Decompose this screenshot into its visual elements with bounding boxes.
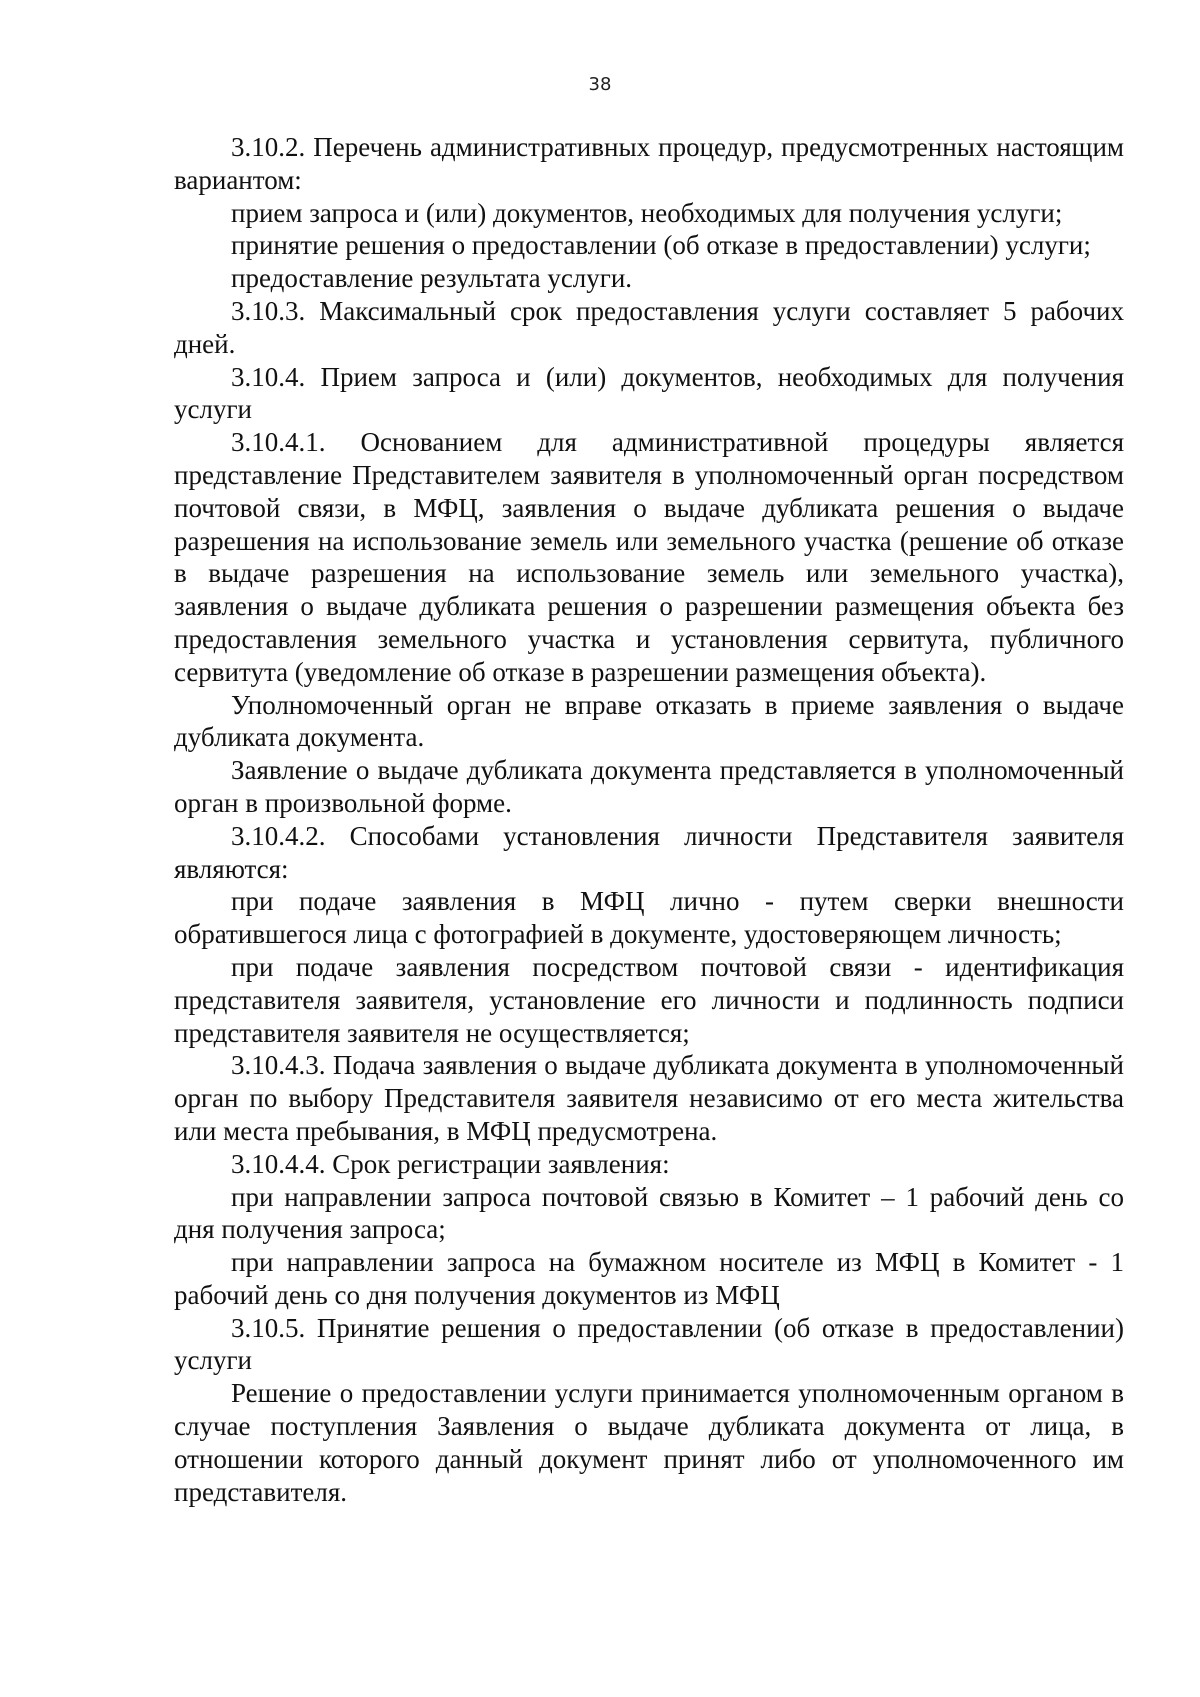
paragraph-list-item-3: предоставление результата услуги. — [231, 263, 633, 294]
paragraph-decision: Решение о предоставлении услуги принимается уполномоченным органом в случае поступления Заявления о выдаче дубликата документа от лица, в отношении которого данный документ принят либо от уполномоченного им представителя. — [174, 1378, 1124, 1507]
paragraph-free-form: Заявление о выдаче дубликата документа представляется в уполномоченный орган в произвольной форме. — [174, 755, 1124, 818]
paragraph-by-mail: при подаче заявления посредством почтовой связи - идентификация представителя заявителя, установление его личности и подлинность подписи представителя заявителя не осуществляется; — [174, 951, 1124, 1048]
paragraph-mail-registration: при направлении запроса почтовой связью в Комитет – 1 рабочий день со дня получения запроса; — [174, 1181, 1124, 1245]
paragraph-in-person: при подаче заявления в МФЦ лично - путем сверки внешности обратившегося лица с фотографией в документе, удостоверяющем личность; — [174, 886, 1124, 950]
paragraph-3-10-4-4: 3.10.4.4. Срок регистрации заявления: — [231, 1148, 670, 1179]
paragraph-3-10-3: 3.10.3. Максимальный срок предоставления услуги составляет 5 рабочих дней. — [174, 295, 1124, 359]
document-body — [174, 131, 1124, 1508]
paragraph-list-item-2: принятие решения о предоставлении (об отказе в предоставлении) услуги; — [231, 230, 1091, 261]
paragraph-3-10-4-2: 3.10.4.2. Способами установления личности Представителя заявителя являются: — [174, 820, 1124, 884]
paragraph-list-item-1: прием запроса и (или) документов, необходимых для получения услуги; — [231, 197, 1063, 228]
paragraph-3-10-2: 3.10.2. Перечень административных процедур, предусмотренных настоящим вариантом: — [174, 132, 1124, 195]
paragraph-3-10-4-1: 3.10.4.1. Основанием для административной процедуры является представление Представителем заявителя в уполномоченный орган посредством почтовой связи, в МФЦ, заявления о выдаче дубликата решения о выдаче разрешения на использование земель или земельного участка (решение об отказе в выдаче разрешения на использование земель или земельного участка), заявления о выдаче дубликата решения о разрешении размещения объекта без предоставления земельного участка и установления сервитута, публичного сервитута (уведомление об отказе в разрешении размещения объекта). — [174, 427, 1124, 687]
paragraph-3-10-4-3: 3.10.4.3. Подача заявления о выдаче дубликата документа в уполномоченный орган по выбору Представителя заявителя независимо от его места жительства или места пребывания, в МФЦ предусмотрена. — [174, 1050, 1124, 1146]
paragraph-refusal-rule: Уполномоченный орган не вправе отказать в приеме заявления о выдаче дубликата документа. — [174, 689, 1124, 753]
paragraph-3-10-5: 3.10.5. Принятие решения о предоставлении (об отказе в предоставлении) услуги — [174, 1312, 1124, 1376]
page-number: 38 — [588, 74, 612, 95]
paragraph-mfc-registration: при направлении запроса на бумажном носителе из МФЦ в Комитет - 1 рабочий день со дня получения документов из МФЦ — [174, 1247, 1124, 1310]
paragraph-3-10-4: 3.10.4. Прием запроса и (или) документов, необходимых для получения услуги — [174, 361, 1124, 425]
